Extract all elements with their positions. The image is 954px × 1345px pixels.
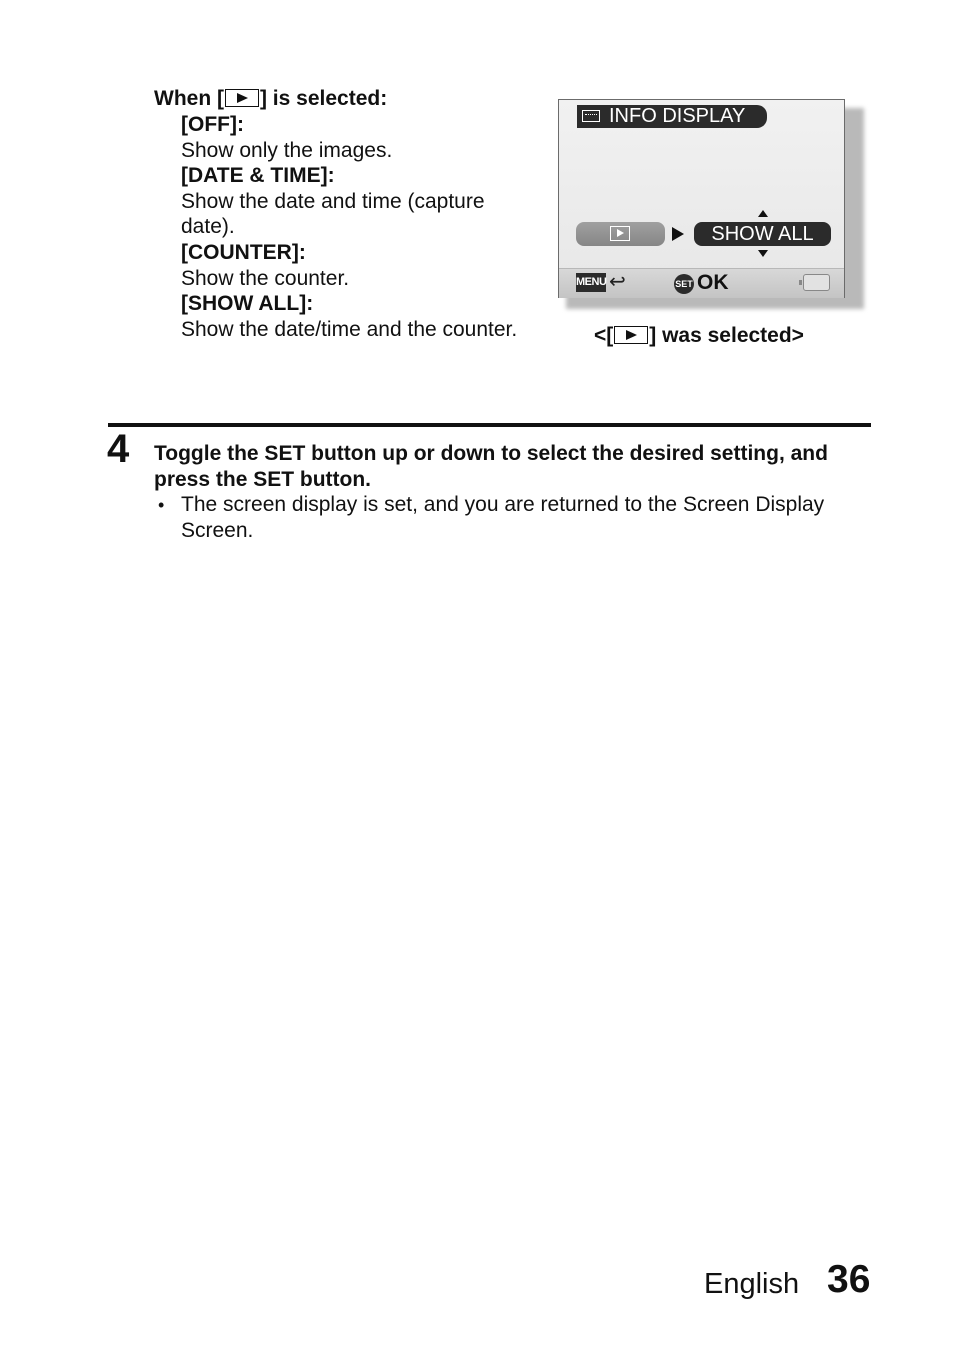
caption-suffix: ] was selected> [649, 324, 804, 347]
heading-prefix: When [ [154, 87, 224, 110]
option-title-off: [OFF]: [181, 113, 244, 136]
playback-icon [610, 226, 630, 241]
section-divider [108, 423, 871, 427]
playback-icon [225, 89, 259, 107]
return-icon: ↩ [609, 271, 626, 293]
caption-prefix: <[ [594, 324, 614, 347]
screen-caption [594, 323, 804, 349]
language-label: English [704, 1268, 800, 1300]
bullet-symbol: • [158, 495, 165, 515]
option-desc-show-all: Show the date/time and the counter. [181, 317, 518, 341]
option-desc-counter: Show the counter. [181, 266, 350, 290]
step-instruction: Toggle the SET button up or down to select the desired setting, and press the SET button. [154, 442, 828, 491]
option-title-counter: [COUNTER]: [181, 240, 306, 264]
screen-title-tab [577, 105, 767, 128]
screen-bottom-bar [559, 268, 844, 298]
current-setting-value: SHOW ALL [694, 222, 831, 246]
playback-icon [614, 326, 648, 344]
option-title-show-all: [SHOW ALL]: [181, 292, 314, 316]
option-list [181, 112, 521, 342]
step-bullet-text: The screen display is set, and you are returned to the Screen Display Screen. [181, 493, 825, 542]
battery-icon [803, 274, 830, 291]
option-desc-date-time: Show the date and time (capture date). [181, 189, 485, 239]
arrow-right-icon [672, 227, 684, 241]
arrow-down-icon [758, 250, 768, 257]
ok-label: OK [697, 271, 729, 294]
set-icon: SET [674, 274, 694, 294]
arrow-up-icon [758, 210, 768, 217]
info-display-icon [582, 110, 600, 122]
option-desc-off: Show only the images. [181, 138, 393, 162]
step-number: 4 [107, 427, 130, 471]
screen-title: INFO DISPLAY [609, 105, 746, 127]
heading-suffix: ] is selected: [259, 87, 388, 110]
playback-mode-selector [576, 222, 665, 246]
option-title-date-time: [DATE & TIME]: [181, 164, 335, 188]
menu-icon: MENU [576, 273, 606, 292]
selection-heading [154, 86, 387, 112]
camera-screen [558, 99, 845, 298]
page-number: 36 [827, 1258, 871, 1301]
